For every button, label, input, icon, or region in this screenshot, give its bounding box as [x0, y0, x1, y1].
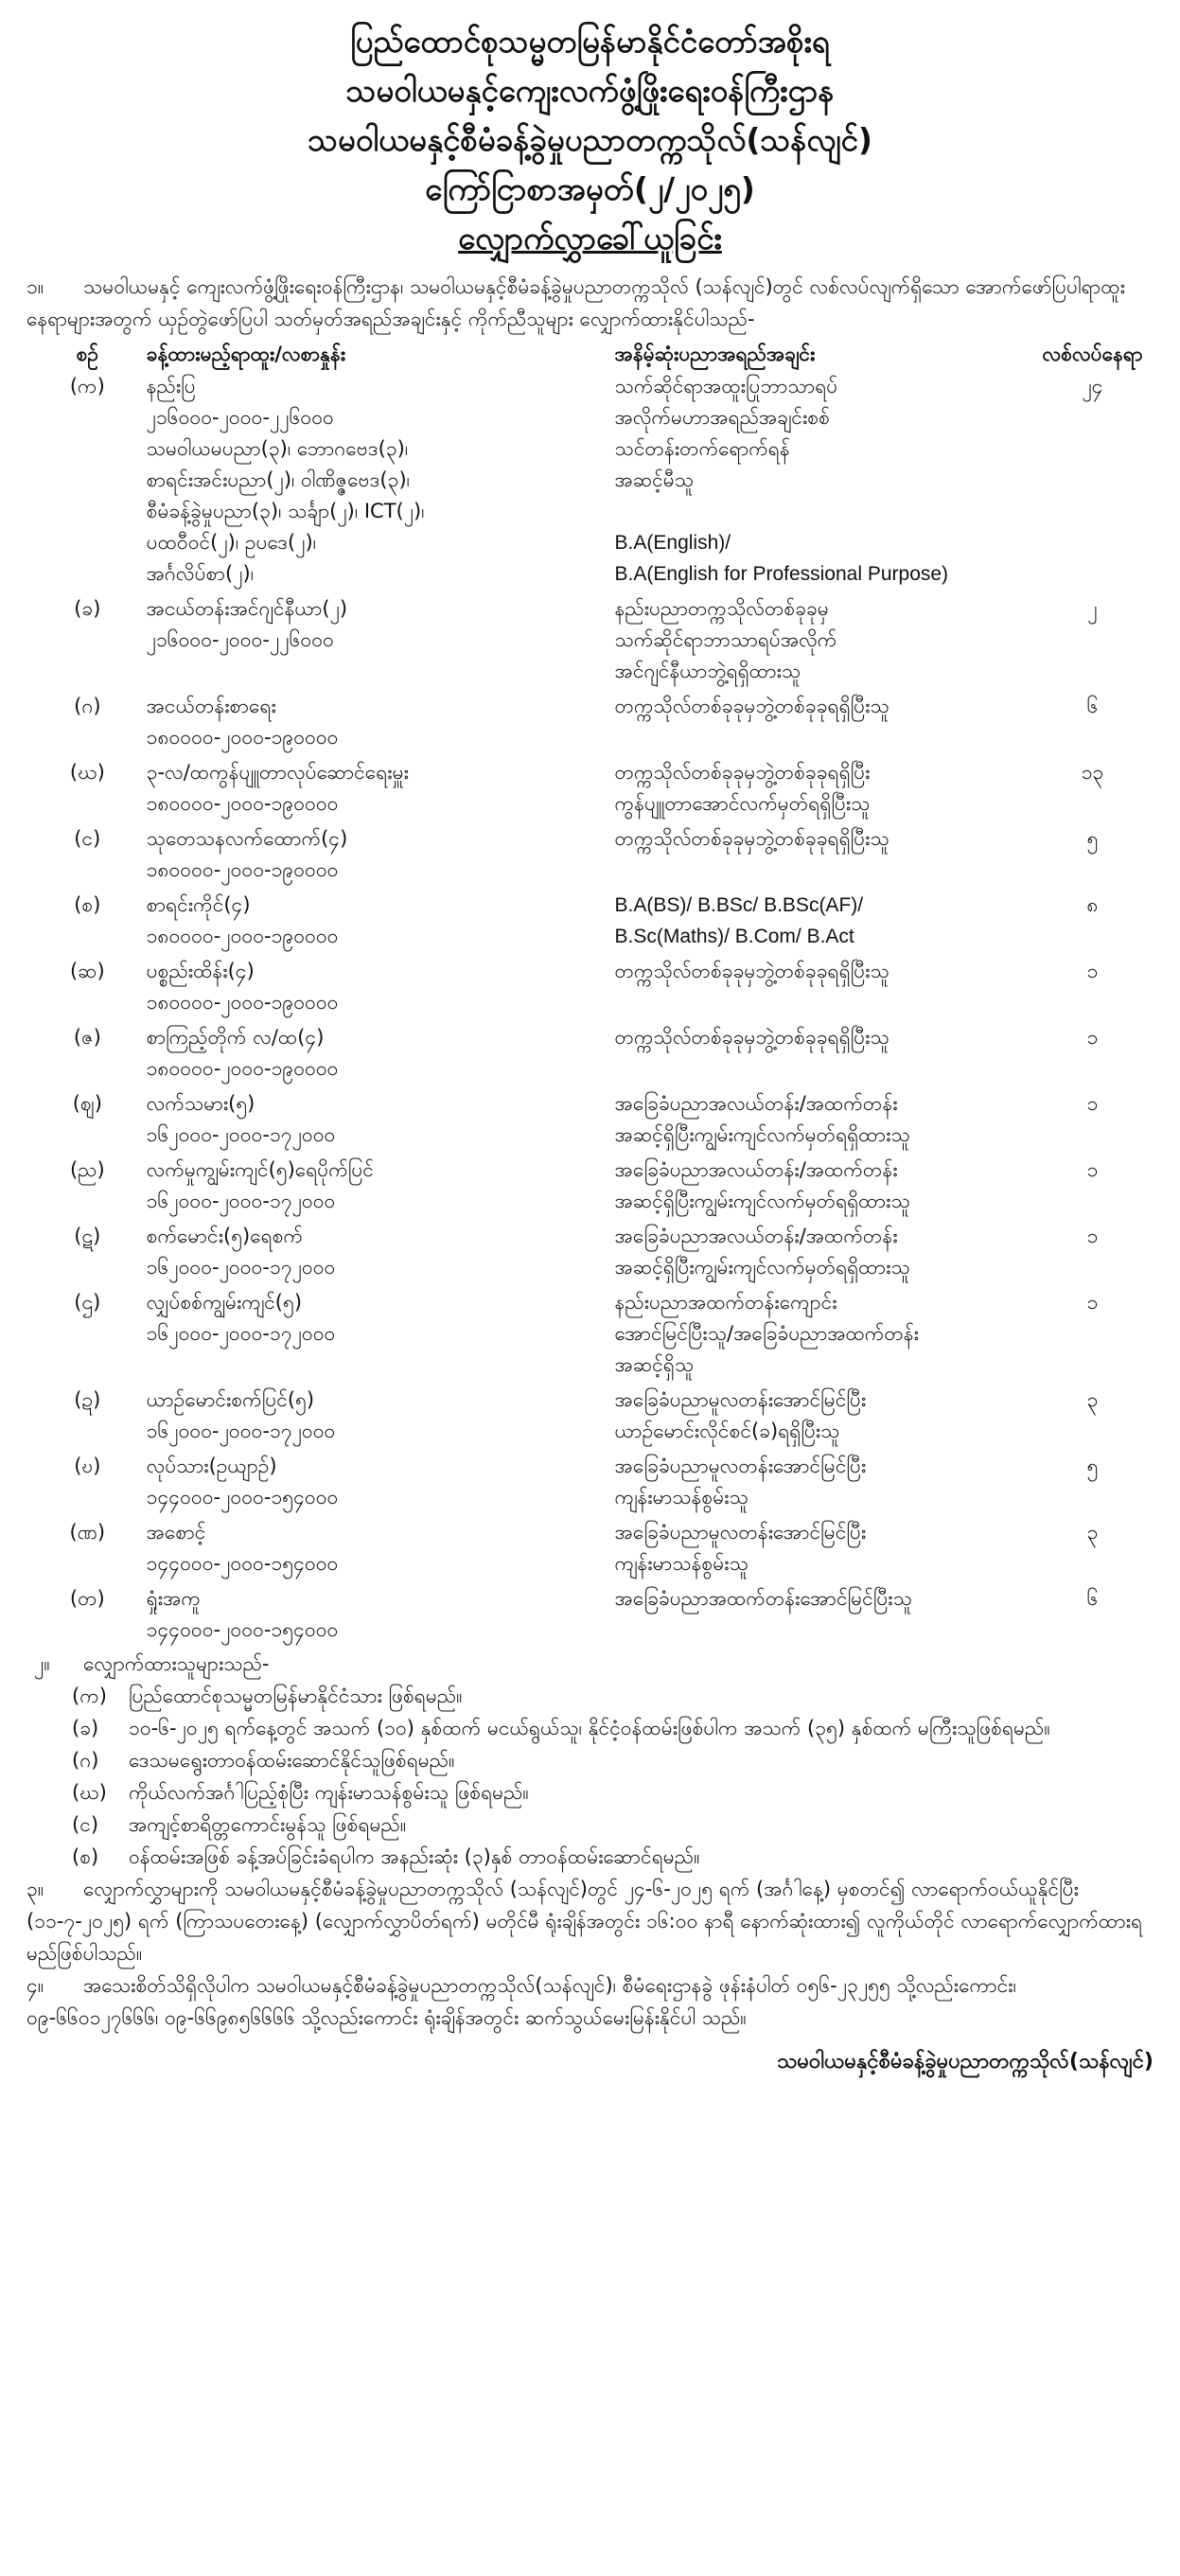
qualification-cell [609, 888, 1021, 954]
position-cell [141, 1449, 609, 1515]
qualification-cell [609, 369, 1021, 591]
vacancy-count: ၂၄ [1082, 375, 1103, 397]
position-title: အငယ်တန်းစာရေး [146, 695, 276, 717]
table-row [34, 1581, 1165, 1648]
position-title: နည်းပြ [146, 375, 196, 397]
table-row [34, 821, 1165, 888]
qualification-line: အခြေခံပညာမူလတန်းအောင်မြင်ပြီး [614, 1388, 867, 1411]
row-number: (ဋ) [74, 1225, 101, 1247]
position-title: အစောင့် [146, 1521, 206, 1544]
table-row [34, 1086, 1165, 1153]
header-position: ခန့်ထားမည့်ရာထူး/လစာနှုန်း [146, 343, 346, 365]
qualification-cell [609, 954, 1021, 1020]
position-detail: ၁၄၄၀၀၀-၂၀၀၀-၁၅၄၀၀၀ [146, 1486, 339, 1509]
qualification-line: ကျန်းမာသန်စွမ်းသူ [614, 1486, 749, 1509]
paragraph-3-number: ၃။ [26, 1878, 44, 1900]
vacancy-count: ၁၃ [1081, 761, 1104, 784]
row-number: (ည) [69, 1158, 105, 1181]
requirement-item [34, 1744, 1154, 1776]
requirement-marker: (ဃ) [72, 1781, 107, 1804]
row-number: (စ) [74, 893, 101, 916]
header [26, 17, 1154, 263]
table-body [34, 369, 1165, 1648]
position-title: အငယ်တန်းအင်ဂျင်နီယာ(၂) [146, 597, 348, 620]
row-number: (ဇ) [73, 1026, 101, 1049]
position-detail: ၁၆၂၀၀၀-၂၀၀၀-၁၇၂၀၀၀ [146, 1256, 336, 1279]
requirement-item [34, 1712, 1154, 1744]
table-row [34, 1153, 1165, 1219]
header-university: သမဝါယမနှင့်စီမံခန့်ခွဲမှုပညာတက္ကသိုလ်(သန်လျင်) [308, 121, 872, 158]
requirements-number: ၂။ [34, 1652, 50, 1675]
intro-paragraph [26, 271, 1154, 335]
requirement-marker: (င) [72, 1813, 99, 1836]
qualification-cell [609, 1219, 1021, 1285]
position-title: လက်မှုကျွမ်းကျင်(၅)ရေပိုက်ပြင် [146, 1158, 374, 1181]
qualification-line: အဆင့်ရှိသူ [614, 1353, 695, 1376]
qualification-line: သင်တန်းတက်ရောက်ရန် [614, 437, 790, 460]
position-cell [141, 821, 609, 888]
position-detail: ၁၄၄၀၀၀-၂၀၀၀-၁၅၄၀၀၀ [146, 1552, 339, 1575]
requirement-text: ဒေသမရွေးတာဝန်ထမ်းဆောင်နိုင်သူဖြစ်ရမည်။ [129, 1749, 455, 1772]
qualification-line: အဆင့်ရှိပြီးကျွမ်းကျင်လက်မှတ်ရရှိထားသူ [614, 1256, 910, 1279]
qualification-line: အဆင့်မီသူ [614, 468, 695, 491]
qualification-line: အခြေခံပညာအထက်တန်းအောင်မြင်ပြီးသူ [614, 1587, 912, 1610]
header-vacancies: လစ်လပ်နေရာ [1042, 343, 1143, 365]
vacancy-count: ၁ [1086, 1291, 1099, 1314]
position-title: လုပ်သား(ဥယျာဉ်) [146, 1455, 277, 1477]
requirement-text: ပြည်ထောင်စုသမ္မတမြန်မာနိုင်ငံသား ဖြစ်ရမည်။ [129, 1685, 463, 1707]
vacancy-count: ၈ [1086, 893, 1099, 916]
qualification-line: အခြေခံပညာမူလတန်းအောင်မြင်ပြီး [614, 1455, 867, 1477]
table-row [34, 369, 1165, 591]
vacancy-count: ၃ [1086, 1521, 1099, 1544]
vacancy-count: ၃ [1086, 1388, 1099, 1411]
qualification-line: အလိုက်မဟာအရည်အချင်းစစ် [614, 406, 830, 429]
table-row [34, 954, 1165, 1020]
intro-text: သမဝါယမနှင့် ကျေးလက်ဖွံ့ဖြိုးရေးဝန်ကြီးဌာန၊ သမဝါယမနှင့်စီမံခန့်ခွဲမှုပညာတက္ကသိုလ် (သန်လျင်)တွင် လစ်လပ်လျက်ရှိသော အောက်ဖော်ပြပါရာထူးနေရာများအတွက် ယှဉ်တွဲဖော်ပြပါ သတ်မှတ်အရည်အချင်းနှင့် ကိုက်ညီသူများ လျှောက်ထားနိုင်ပါသည်- [26, 275, 1125, 330]
paragraph-4-number: ၄။ [26, 1974, 44, 1997]
requirement-item [34, 1680, 1154, 1712]
position-detail: ၁၆၂၀၀၀-၂၀၀၀-၁၇၂၀၀၀ [146, 1123, 336, 1146]
qualification-line: တက္ကသိုလ်တစ်ခုခုမှဘွဲ့တစ်ခုခုရရှိပြီးသူ [614, 960, 889, 982]
footer-signature: သမဝါယမနှင့်စီမံခန့်ခွဲမှုပညာတက္ကသိုလ်(သန်လျင်) [777, 2050, 1154, 2073]
row-number: (ဂ) [74, 695, 101, 717]
requirement-marker: (ဂ) [72, 1749, 99, 1772]
position-detail: စီမံခန့်ခွဲမှုပညာ(၃)၊ သင်္ချာ(၂)၊ ICT(၂)၊ [146, 500, 425, 522]
position-cell [141, 1383, 609, 1449]
row-number: (ဎ) [74, 1455, 101, 1477]
paragraph-3-text: လျှောက်လွှာများကို သမဝါယမနှင့်စီမံခန့်ခွဲမှုပညာတက္ကသိုလ် (သန်လျင်)တွင် ၂၄-၆-၂၀၂၅ ရက် (အင်္ဂါနေ့) မှစတင်၍ လာရောက်ဝယ်ယူနိုင်ပြီး (၁၁-၇-၂၀၂၅) ရက် (ကြာသပတေးနေ့) (လျှောက်လွှာပိတ်ရက်) မတိုင်မီ ရုံးချိန်အတွင်း ၁၆:၀၀ နာရီ နောက်ဆုံးထား၍ လူကိုယ်တိုင် လာရောက်လျှောက်ထားရမည်ဖြစ်ပါသည်။ [26, 1878, 1143, 1965]
qualification-line: အခြေခံပညာအလယ်တန်း/အထက်တန်း [614, 1158, 898, 1181]
table-row [34, 1449, 1165, 1515]
position-title: ၃-လ/ထကွန်ပျူတာလုပ်ဆောင်ရေးမှူး [146, 761, 409, 784]
position-detail: ၁၆၂၀၀၀-၂၀၀၀-၁၇၂၀၀၀ [146, 1322, 336, 1345]
intro-number: ၁။ [26, 275, 44, 298]
position-detail: ၁၆၂၀၀၀-၂၀၀၀-၁၇၂၀၀၀ [146, 1190, 336, 1212]
row-number: (ဍ) [74, 1388, 101, 1411]
position-cell [141, 888, 609, 954]
positions-table [34, 339, 1165, 1648]
qualification-line: နည်းပညာတက္ကသိုလ်တစ်ခုခုမှ [614, 597, 829, 620]
qualification-cell [609, 591, 1021, 689]
requirement-item [34, 1808, 1154, 1841]
header-ministry-govt: ပြည်ထောင်စုသမ္မတမြန်မာနိုင်ငံတော်အစိုးရ [350, 23, 830, 60]
requirements-section [34, 1648, 1154, 1873]
requirement-item [34, 1841, 1154, 1873]
qualification-cell [609, 689, 1021, 755]
qualification-line: အဆင့်ရှိပြီးကျွမ်းကျင်လက်မှတ်ရရှိထားသူ [614, 1123, 910, 1146]
position-cell [141, 689, 609, 755]
table-header-row [34, 339, 1165, 369]
qualification-cell [609, 1515, 1021, 1581]
position-title: လျှပ်စစ်ကျွမ်းကျင်(၅) [146, 1291, 303, 1314]
position-detail: ၁၈၀၀၀၀-၂၀၀၀-၁၉၀၀၀၀ [146, 726, 339, 749]
position-detail: ၁၆၂၀၀၀-၂၀၀၀-၁၇၂၀၀၀ [146, 1420, 336, 1442]
paragraph-4 [26, 1969, 1154, 2034]
paragraph-4-text: အသေးစိတ်သိရှိလိုပါက သမဝါယမနှင့်စီမံခန့်ခွဲမှုပညာတက္ကသိုလ်(သန်လျင်)၊ စီမံရေးဌာနခွဲ ဖုန်းနံပါတ် ၀၅၆-၂၃၂၅၅ သို့လည်းကောင်း၊ ၀၉-၆၆၀၁၂၇၆၆၆၊ ၀၉-၆၆၉၈၅၆၆၆၆ သို့လည်းကောင်း ရုံးချိန်အတွင်း ဆက်သွယ်မေးမြန်းနိုင်ပါ သည်။ [26, 1974, 1016, 2029]
qualification-line: ကျန်းမာသန်စွမ်းသူ [614, 1552, 749, 1575]
qualification-line: အင်ဂျင်နီယာဘွဲ့ရရှိထားသူ [614, 660, 801, 682]
position-title: ရှုံးအကူ [146, 1587, 201, 1610]
row-number: (ဌ) [74, 1291, 101, 1314]
row-number: (က) [69, 375, 105, 397]
header-ministry: သမဝါယမနှင့်ကျေးလက်ဖွံ့ဖြိုးရေးဝန်ကြီးဌာန [345, 72, 835, 109]
table-row [34, 1383, 1165, 1449]
table-row [34, 1285, 1165, 1383]
qualification-cell [609, 1383, 1021, 1449]
position-cell [141, 954, 609, 1020]
vacancy-count: ၁ [1086, 1092, 1099, 1115]
qualification-line: အခြေခံပညာမူလတန်းအောင်မြင်ပြီး [614, 1521, 867, 1544]
header-notice-number: ကြော်ငြာစာအမှတ်(၂/၂၀၂၅) [425, 170, 755, 207]
qualification-line: B.A(BS)/ B.BSc/ B.BSc(AF)/ [614, 894, 864, 916]
position-detail: အင်္ဂလိပ်စာ(၂)၊ [146, 562, 255, 585]
qualification-cell [609, 1020, 1021, 1086]
qualification-line: အခြေခံပညာအလယ်တန်း/အထက်တန်း [614, 1225, 898, 1247]
header-title: လျှောက်လွှာခေါ်ယူခြင်း [458, 220, 722, 256]
qualification-line: အခြေခံပညာအလယ်တန်း/အထက်တန်း [614, 1092, 898, 1115]
position-detail: ၁၈၀၀၀၀-၂၀၀၀-၁၉၀၀၀၀ [146, 925, 339, 947]
requirement-text: ဝန်ထမ်းအဖြစ် ခန့်အပ်ခြင်းခံရပါက အနည်းဆုံး (၃)နှစ် တာဝန်ထမ်းဆောင်ရမည်။ [129, 1845, 700, 1868]
position-title: စက်မောင်း(၅)ရေစက် [146, 1225, 304, 1247]
qualification-cell [609, 1086, 1021, 1153]
qualification-line: တက္ကသိုလ်တစ်ခုခုမှဘွဲ့တစ်ခုခုရရှိပြီးသူ [614, 695, 889, 717]
vacancy-count: ၅ [1086, 1455, 1099, 1477]
qualification-line: နည်းပညာအထက်တန်းကျောင်း [614, 1291, 837, 1314]
row-number: (ဃ) [69, 761, 105, 784]
vacancy-count: ၁ [1086, 1026, 1099, 1049]
qualification-line: B.Sc(Maths)/ B.Com/ B.Act [614, 926, 854, 947]
position-cell [141, 1581, 609, 1648]
position-title: စာကြည့်တိုက် လ/ထ(၄) [146, 1026, 325, 1049]
position-detail: စာရင်းအင်းပညာ(၂)၊ ဝါဏိဇ္ဇဗေဒ(၃)၊ [146, 468, 410, 491]
requirement-text: ကိုယ်လက်အင်္ဂါပြည့်စုံပြီး ကျန်းမာသန်စွမ်းသူ ဖြစ်ရမည်။ [129, 1781, 529, 1804]
requirements-intro-text: လျှောက်ထားသူများသည်- [83, 1652, 270, 1675]
requirement-text: ၁၀-၆-၂၀၂၅ ရက်နေ့တွင် အသက် (၁၀) နှစ်ထက် မငယ်ရွယ်သူ၊ နိုင်ငံ့ဝန်ထမ်းဖြစ်ပါက အသက် (၃၅) နှစ်ထက် မကြီးသူဖြစ်ရမည်။ [129, 1717, 1050, 1739]
requirement-marker: (စ) [72, 1845, 99, 1868]
qualification-cell [609, 1581, 1021, 1648]
position-cell [141, 1020, 609, 1086]
row-number: (ဈ) [72, 1092, 102, 1115]
position-title: လက်သမား(၅) [146, 1092, 255, 1115]
vacancy-count: ၁ [1086, 1158, 1099, 1181]
qualification-cell [609, 1153, 1021, 1219]
table-row [34, 1219, 1165, 1285]
position-cell [141, 1219, 609, 1285]
position-detail: ၁၈၀၀၀၀-၂၀၀၀-၁၉၀၀၀၀ [146, 991, 339, 1014]
position-cell [141, 591, 609, 689]
vacancy-count: ၂ [1087, 597, 1098, 620]
qualification-line: ယာဉ်မောင်းလိုင်စင်(ခ)ရရှိပြီးသူ [614, 1420, 840, 1442]
qualification-line: သက်ဆိုင်ရာဘာသာရပ်အလိုက် [614, 628, 837, 651]
vacancy-count: ၆ [1086, 695, 1099, 717]
position-cell [141, 1086, 609, 1153]
qualification-line: သက်ဆိုင်ရာအထူးပြုဘာသာရပ် [614, 375, 838, 397]
qualification-line: တက္ကသိုလ်တစ်ခုခုမှဘွဲ့တစ်ခုခုရရှိပြီး [614, 761, 871, 784]
qualification-line: အဆင့်ရှိပြီးကျွမ်းကျင်လက်မှတ်ရရှိထားသူ [614, 1190, 910, 1212]
requirement-text: အကျင့်စာရိတ္တကောင်းမွန်သူ ဖြစ်ရမည်။ [129, 1813, 407, 1836]
position-detail: သမဝါယမပညာ(၃)၊ ဘောဂဗေဒ(၃)၊ [146, 437, 409, 460]
position-cell [141, 369, 609, 591]
vacancy-count: ၁ [1086, 960, 1099, 982]
paragraph-3 [26, 1873, 1154, 1969]
requirement-item [34, 1776, 1154, 1808]
row-number: (တ) [69, 1587, 105, 1610]
vacancy-count: ၅ [1086, 827, 1099, 850]
position-cell [141, 1153, 609, 1219]
position-title: သုတေသနလက်ထောက်(၄) [146, 827, 348, 850]
position-detail: ၂၁၆၀၀၀-၂၀၀၀-၂၂၆၀၀၀ [146, 406, 334, 429]
position-detail: ၁၈၀၀၀၀-၂၀၀၀-၁၉၀၀၀၀ [146, 792, 339, 815]
row-number: (ဏ) [69, 1521, 106, 1544]
qualification-line [615, 496, 1015, 527]
table-row [34, 689, 1165, 755]
position-title: ပစ္စည်းထိန်း(၄) [146, 960, 255, 982]
position-cell [141, 1285, 609, 1383]
header-no: စဉ် [76, 343, 99, 365]
row-number: (ခ) [74, 597, 101, 620]
requirements-list [34, 1680, 1154, 1873]
position-title: စာရင်းကိုင်(၄) [146, 893, 251, 916]
table-row [34, 591, 1165, 689]
qualification-line: ကွန်ပျူတာအောင်လက်မှတ်ရရှိပြီးသူ [614, 792, 871, 815]
requirement-marker: (က) [72, 1685, 107, 1707]
qualification-line: တက္ကသိုလ်တစ်ခုခုမှဘွဲ့တစ်ခုခုရရှိပြီးသူ [614, 827, 889, 850]
qualification-line: B.A(English)/ [614, 532, 731, 554]
vacancy-count: ၁ [1086, 1225, 1099, 1247]
table-row [34, 755, 1165, 821]
position-title: ယာဉ်မောင်းစက်ပြင်(၅) [146, 1388, 315, 1411]
position-detail: ၂၁၆၀၀၀-၂၀၀၀-၂၂၆၀၀၀ [146, 628, 334, 651]
table-row [34, 1020, 1165, 1086]
row-number: (ဆ) [69, 960, 105, 982]
qualification-cell [609, 1285, 1021, 1383]
header-qualification: အနိမ့်ဆုံးပညာအရည်အချင်း [614, 343, 816, 365]
vacancy-count: ၆ [1086, 1587, 1099, 1610]
position-detail: ၁၈၀၀၀၀-၂၀၀၀-၁၉၀၀၀၀ [146, 858, 339, 881]
qualification-line: အောင်မြင်ပြီးသူ/အခြေခံပညာအထက်တန်း [614, 1322, 920, 1345]
qualification-line: B.A(English for Professional Purpose) [614, 563, 949, 585]
position-detail: ၁၈၀၀၀၀-၂၀၀၀-၁၉၀၀၀၀ [146, 1057, 339, 1080]
table-row [34, 1515, 1165, 1581]
position-cell [141, 1515, 609, 1581]
position-cell [141, 755, 609, 821]
row-number: (င) [74, 827, 101, 850]
qualification-line: တက္ကသိုလ်တစ်ခုခုမှဘွဲ့တစ်ခုခုရရှိပြီးသူ [614, 1026, 889, 1049]
table-row [34, 888, 1165, 954]
qualification-cell [609, 755, 1021, 821]
qualification-cell [609, 1449, 1021, 1515]
position-detail: ၁၄၄၀၀၀-၂၀၀၀-၁၅၄၀၀၀ [146, 1618, 339, 1641]
position-detail: ပထဝီဝင်(၂)၊ ဥပဒေ(၂)၊ [146, 531, 317, 554]
requirements-intro [34, 1648, 1154, 1680]
requirement-marker: (ခ) [72, 1717, 99, 1739]
qualification-cell [609, 821, 1021, 888]
